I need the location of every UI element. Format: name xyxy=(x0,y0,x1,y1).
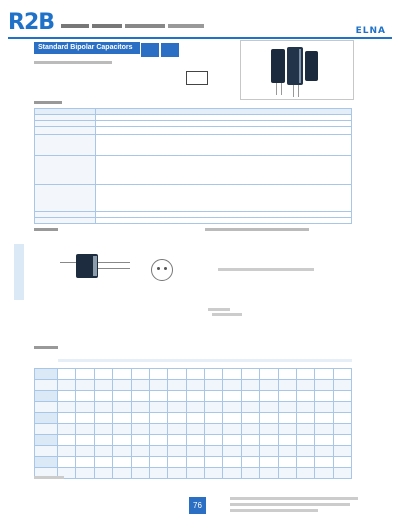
spec-row xyxy=(35,127,352,135)
ratings-heading xyxy=(34,346,64,352)
specifications-heading xyxy=(34,101,64,107)
series-tagline xyxy=(61,23,211,31)
heading-line xyxy=(34,228,64,232)
ratings-row xyxy=(35,413,352,424)
intro-line xyxy=(34,61,114,65)
spec-value xyxy=(96,135,352,156)
series-title: R2B xyxy=(8,10,55,35)
ratings-cap-cell xyxy=(35,413,58,424)
heading-line xyxy=(34,346,64,350)
spec-row xyxy=(35,185,352,212)
ratings-cap-cell xyxy=(35,369,58,380)
footer-notes xyxy=(230,497,370,516)
dimensions-note xyxy=(205,228,315,234)
ratings-row xyxy=(35,468,352,479)
ratings-units xyxy=(34,355,352,367)
capacitor-lead-right xyxy=(98,262,130,263)
lead-dot-right xyxy=(164,267,167,270)
dimensions-heading xyxy=(34,228,64,234)
spec-row xyxy=(35,218,352,224)
ratings-table xyxy=(34,368,352,479)
capacitor-lead-left xyxy=(60,262,76,263)
spec-label xyxy=(35,156,96,185)
ratings-row xyxy=(35,391,352,402)
spec-row xyxy=(35,135,352,156)
specifications-table xyxy=(34,108,352,224)
product-banner: Standard Bipolar Capacitors xyxy=(34,42,166,54)
ratings-cap-cell xyxy=(35,380,58,391)
spec-row xyxy=(35,156,352,185)
spec-label xyxy=(35,135,96,156)
ratings-row xyxy=(35,446,352,457)
ratings-cap-cell xyxy=(35,424,58,435)
footer-note-lines xyxy=(230,497,370,515)
capacitor-end-view xyxy=(151,259,173,281)
footnote xyxy=(34,476,74,481)
caption-lines xyxy=(208,308,248,318)
series-outline-icon xyxy=(186,71,208,85)
capacitor-lead-right-2 xyxy=(98,268,130,269)
ratings-header-band xyxy=(34,355,352,365)
page-number: 76 xyxy=(189,497,206,514)
dimension-caption xyxy=(208,308,248,320)
intro-text xyxy=(34,61,114,67)
formula-line xyxy=(218,268,318,272)
ratings-cap-cell xyxy=(35,435,58,446)
product-photo xyxy=(240,40,354,100)
rohs-badge xyxy=(140,42,160,58)
ratings-row xyxy=(35,435,352,446)
spec-value xyxy=(96,156,352,185)
note-line xyxy=(205,228,315,232)
spec-label xyxy=(35,127,96,135)
ratings-cap-cell xyxy=(35,446,58,457)
spec-value xyxy=(96,127,352,135)
ratings-row xyxy=(35,457,352,468)
spec-label xyxy=(35,218,96,224)
spec-value xyxy=(96,185,352,212)
ratings-row xyxy=(35,424,352,435)
heading-line xyxy=(34,101,64,105)
spec-label xyxy=(35,185,96,212)
ratings-cap-cell xyxy=(35,391,58,402)
ratings-cap-cell xyxy=(35,402,58,413)
ratings-row xyxy=(35,402,352,413)
ratings-cap-cell xyxy=(35,457,58,468)
ratings-row xyxy=(35,369,352,380)
footnote-line xyxy=(34,476,74,480)
ratings-row xyxy=(35,380,352,391)
lead-dot-left xyxy=(157,267,160,270)
side-tab xyxy=(14,244,24,300)
compliance-badge xyxy=(160,42,180,58)
header-rule xyxy=(8,37,392,39)
capacitor-sleeve-band xyxy=(93,256,97,276)
dimension-formula xyxy=(218,268,318,274)
brand-logo: ELNA xyxy=(355,26,386,36)
tagline-text-block xyxy=(61,23,211,29)
spec-value xyxy=(96,218,352,224)
capacitor-photo-icon xyxy=(241,41,353,99)
